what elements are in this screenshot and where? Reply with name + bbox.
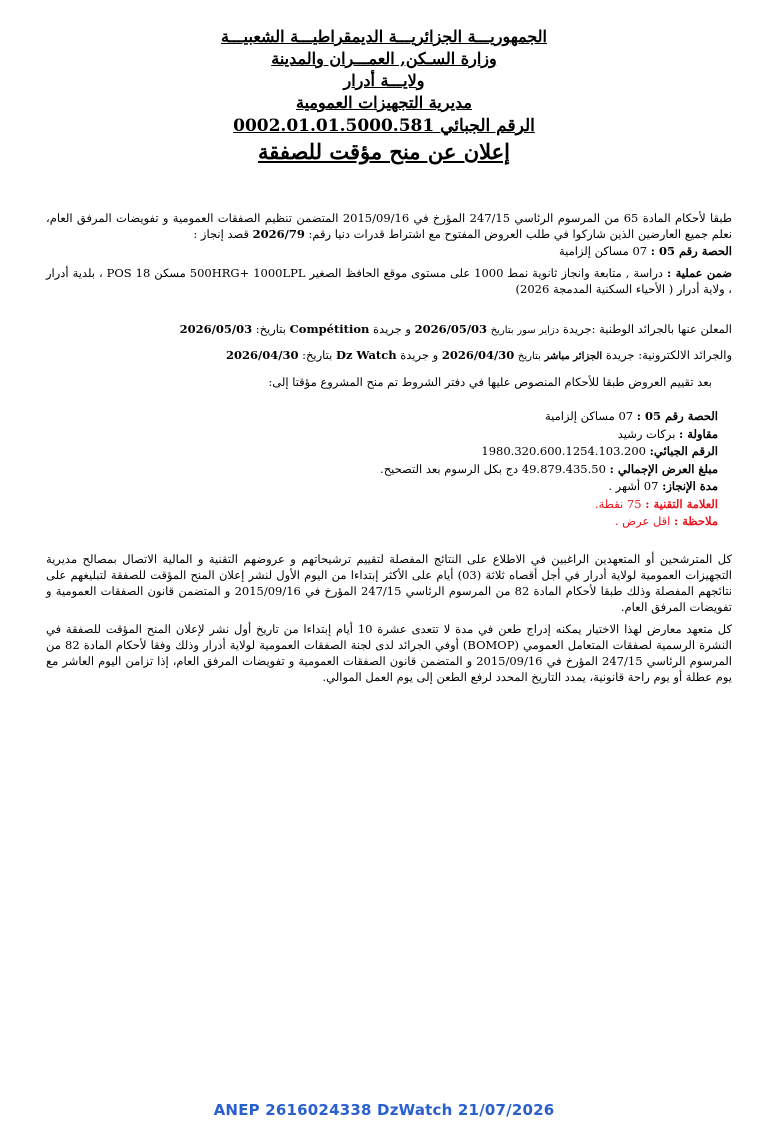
- award-contractor: [300, 426, 718, 444]
- tech-score-value: 75 نقطة.: [594, 496, 642, 511]
- paper-4: Dz Watch: [336, 348, 397, 362]
- electronic-press-line: [60, 347, 732, 365]
- lot-value: 07 مساكن إلزامية: [558, 244, 648, 258]
- date-word-3: بتاريخ: [517, 351, 541, 362]
- paper-3: الجزائر مباشر: [544, 351, 603, 362]
- duration-value: 07 أشهر .: [608, 479, 659, 493]
- evaluation-line: بعد تقييم العروض طبقا للأحكام المنصوص عليها في دفتر الشروط تم منح المشروع مؤقتا إلى:: [268, 375, 712, 389]
- tax-reference: الرقم الجبائي 0002.01.01.5000.581: [233, 116, 535, 136]
- contractor-label: مقاولة :: [679, 426, 718, 441]
- page-title: إعلان عن منح مؤقت للصفقة: [257, 139, 511, 164]
- and-paper-2: و جريدة: [400, 348, 439, 362]
- amount-value: 49.879.435.50 دج بكل الرسوم بعد التصحيح.: [380, 461, 606, 476]
- tender-number: 2026/79: [252, 227, 305, 241]
- footer-reference: ANEP 2616024338 DzWatch 21/07/2026: [213, 1101, 555, 1119]
- date-4: 2026/04/30: [226, 348, 299, 362]
- contractor-value: بركات رشيد: [617, 426, 676, 441]
- award-amount: [300, 461, 718, 479]
- date-word-2: بتاريخ:: [255, 322, 286, 336]
- paper-1: دزاير سور: [517, 325, 560, 336]
- electronic-press-prefix: والجرائد الالكترونية: جريدة: [605, 348, 732, 362]
- lot-label: الحصة رقم 05 :: [650, 244, 732, 258]
- date-1: 2026/05/03: [414, 322, 488, 336]
- award-details: [300, 408, 718, 531]
- award-lot-label: الحصة رقم 05 :: [636, 409, 718, 423]
- date-2: 2026/05/03: [179, 322, 253, 336]
- award-lot: [300, 408, 718, 426]
- award-tax-id: [300, 443, 718, 461]
- operation-paragraph: [46, 265, 732, 297]
- award-tax-label: الرقم الجبائي:: [649, 444, 718, 458]
- note-value: اقل عرض .: [614, 514, 671, 528]
- paper-2: Compétition: [289, 322, 370, 336]
- intro-lot-line: [46, 243, 732, 259]
- ministry-name: وزارة السـكن, العمـــران والمدينة: [271, 49, 497, 68]
- date-word-4: بتاريخ:: [302, 348, 333, 362]
- national-press-line: [60, 321, 732, 339]
- award-tax-value: 1980.320.600.1254.103.200: [481, 444, 647, 458]
- and-paper: و جريدة: [373, 322, 411, 336]
- date-3: 2026/04/30: [441, 348, 515, 362]
- date-word-1: بتاريخ: [490, 325, 514, 336]
- directorate-name: مديرية التجهيزات العمومية: [296, 93, 472, 112]
- note-label: ملاحظة :: [674, 514, 718, 528]
- award-duration: [300, 478, 718, 496]
- republic-name: الجمهوريـــة الجزائريـــة الديمقراطيـــة الشعبيـــة: [221, 27, 547, 46]
- operation-value: دراسة , متابعة وانجاز ثانوية نمط 1000 على مستوى موقع الحافظ الصغير 500HRG+ 1000LPL مسكن 18 POS ، بلدية أدرار ، ولاية أدرار ( الأحياء السكنية المدمجة 2026): [46, 266, 732, 296]
- duration-label: مدة الإنجاز:: [662, 479, 718, 493]
- award-note: [300, 513, 718, 531]
- national-press-prefix: المعلن عنها بالجرائد الوطنية :جريدة: [562, 322, 732, 336]
- closing-paragraph-2: كل متعهد معارض لهذا الاختيار يمكنه إدراج طعن في مدة لا تتعدى عشرة 10 أيام إبتداءا من تاريخ أول نشر لإعلان المنح المؤقت للصفقة في النشرة الرسمية لصفقات المتعامل العمومي (BOMOP) أوفي الجرائد لدى لجنة الصفقات العمومية لولاية أدرار وذلك وفقا لأحكام المادة 82 من المرسوم الرئاسي 247/15 المؤرخ في 2015/09/16 و المتضمن قانون الصفقات العمومية و تفويضات المرفق العام، إذا تزامن اليوم العاشر مع يوم عطلة أو يوم راحة قانونية، يمدد التاريخ المحدد لرفع الطعن إلى يوم العمل الموالي.: [46, 622, 732, 684]
- document-header: [0, 26, 768, 166]
- intro-paragraph: [46, 210, 732, 242]
- closing-paragraph-1: كل المترشحين أو المتعهدين الراغبين في الاطلاع على النتائج المفصلة لتقييم ترشيحاتهم و عروضهم التقنية و المالية الاتصال بمصالح مديرية التجهيزات العمومية لولاية أدرار في أجل أقصاه ثلاثة (03) أيام على الأكثر إبتداءا من اليوم الأول لنشر إعلان المنح المؤقت للصفقة لتبليغهم على نتائجهم المفصلة وذلك طبقا لأحكام المادة 82 من المرسوم الرئاسي 247/15 المؤرخ في 2015/09/16 و المتضمن قانون الصفقات العمومية و تفويضات المرفق العام.: [46, 552, 732, 614]
- award-lot-value: 07 مساكن إلزامية: [544, 409, 634, 423]
- wilaya-name: ولايـــة أدرار: [343, 71, 425, 90]
- award-technical-score: [300, 496, 718, 514]
- tech-score-label: العلامة التقنية :: [645, 496, 718, 511]
- operation-label: ضمن عملية :: [667, 266, 733, 280]
- intro-end: قصد إنجاز :: [193, 227, 249, 241]
- intro-text: طبقا لأحكام المادة 65 من المرسوم الرئاسي 247/15 المؤرخ في 2015/09/16 المتضمن تنظيم الصفقات العمومية و تفويضات المرفق العام، نعلم جميع العارضين الذين شاركوا في طلب العروض المفتوح مع اشتراط قدرات دنيا رقم:: [46, 211, 732, 241]
- amount-label: مبلغ العرض الإجمالي :: [609, 461, 718, 476]
